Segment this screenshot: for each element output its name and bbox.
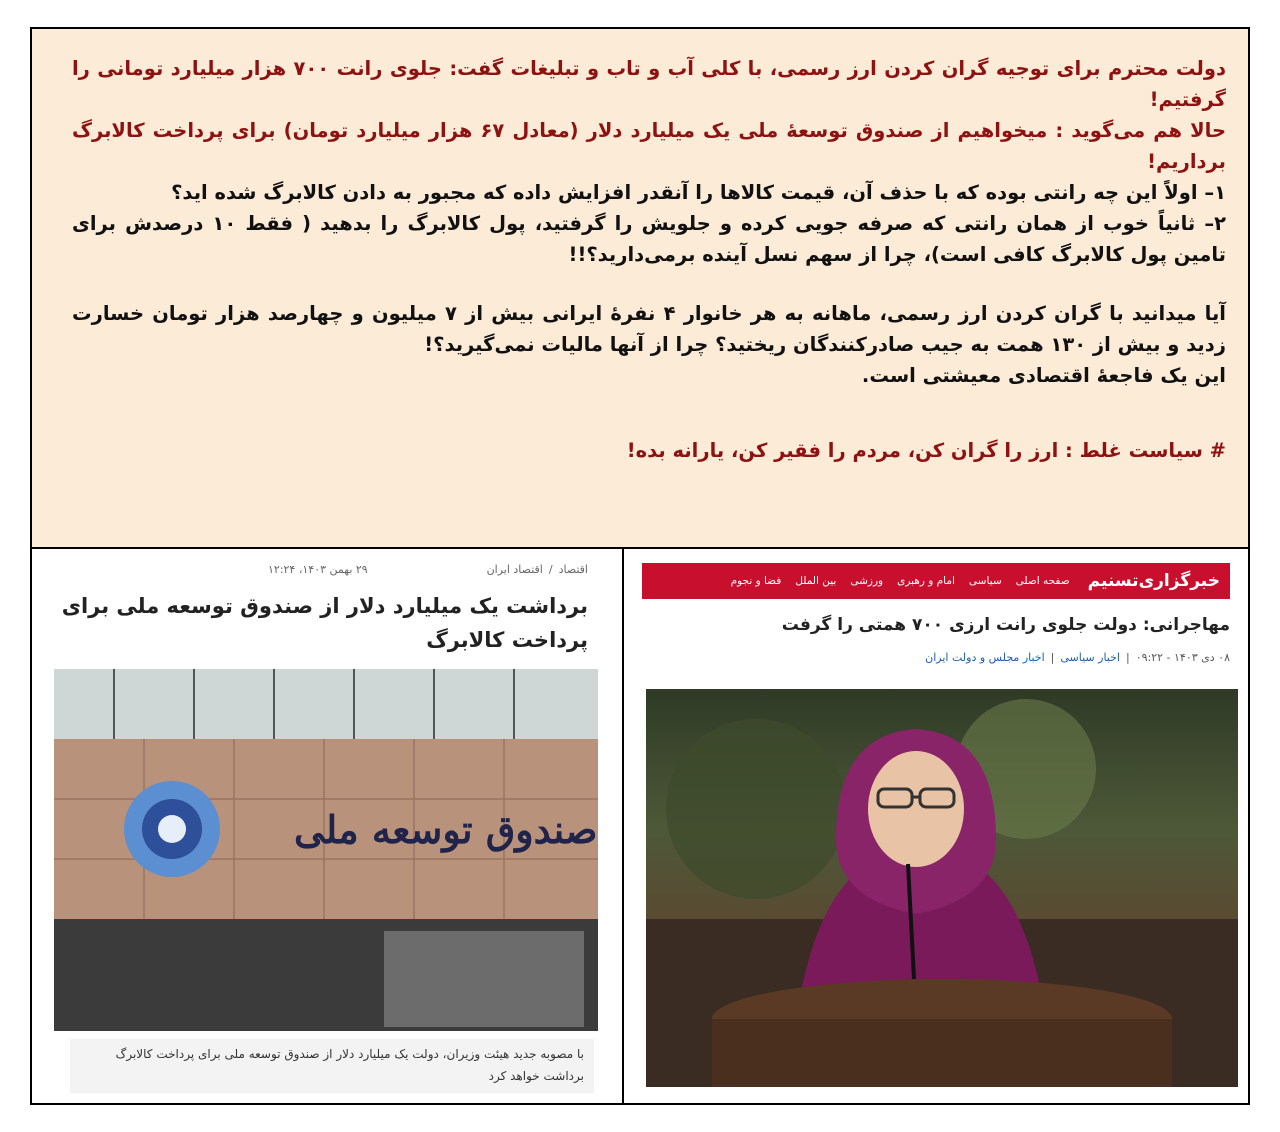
speaker-illustration bbox=[646, 689, 1238, 1087]
tasnim-nav bbox=[731, 575, 1070, 587]
tasnim-meta: ۰۸ دی ۱۴۰۳ - ۰۹:۲۲ | اخبار سیاسی | اخبار مجلس و دولت ایران bbox=[925, 651, 1230, 664]
tasnim-headline[interactable]: مهاجرانی: دولت جلوی رانت ارزی ۷۰۰ همتی را گرفت bbox=[781, 615, 1230, 635]
paragraph-2: حالا هم می‌گوید : میخواهیم از صندوق توسعۀ ملی یک میلیارد دلار (معادل ۶۷ هزار میلیارد تومان) برای پرداخت کالابرگ برداریم! bbox=[72, 119, 1227, 173]
nav-item-leadership[interactable]: امام و رهبری bbox=[897, 575, 955, 587]
paragraph-4: این یک فاجعۀ اقتصادی معیشتی است. bbox=[861, 364, 1226, 387]
tasnim-tag-politics[interactable]: اخبار سیاسی bbox=[1060, 651, 1120, 664]
nav-item-international[interactable]: بین الملل bbox=[795, 575, 837, 587]
paragraph-1: دولت محترم برای توجیه گران کردن ارز رسمی، با کلی آب و تاب و تبلیغات گفت: جلوی رانت ۷۰۰ هزار میلیارد تومانی را گرفتیم! bbox=[72, 57, 1226, 111]
question-1: ۱– اولاً این چه رانتی بوده که با حذف آن، قیمت کالاها را آنقدر افزایش داده که مجبور به دادن کالابرگ شده اید؟ bbox=[171, 181, 1226, 204]
tasnim-header bbox=[642, 563, 1230, 599]
tasnim-date: ۰۸ دی ۱۴۰۳ - ۰۹:۲۲ bbox=[1135, 651, 1230, 664]
eghtesad-screenshot bbox=[32, 549, 622, 1105]
fund-building-photo bbox=[54, 669, 598, 1031]
tasnim-screenshot bbox=[624, 549, 1248, 1105]
breadcrumb-iran-economy[interactable]: اقتصاد ایران bbox=[486, 563, 543, 576]
fund-sign-text: صندوق توسعه ملی bbox=[294, 807, 598, 852]
breadcrumb-separator: / bbox=[548, 563, 553, 576]
commentary-panel bbox=[32, 29, 1248, 549]
nav-item-politics[interactable]: سیاسی bbox=[968, 575, 1002, 587]
paragraph-3: آیا میدانید با گران کردن ارز رسمی، ماهانه به هر خانوار ۴ نفرۀ ایرانی بیش از ۷ میلیون و چهارصد هزار تومان خسارت زدید و بیش از ۱۳۰ همت به جیب صادرکنندگان ریختید؟ چرا از آنها مالیات نمی‌گیرید؟! bbox=[72, 302, 1226, 356]
eghtesad-date: ۲۹ بهمن ۱۴۰۳، ۱۲:۲۴ bbox=[268, 563, 368, 576]
question-2: ۲– ثانیاً خوب از همان رانتی که صرفه جویی کرده و جلویش را گرفتید، پول کالابرگ را بدهید ( فقط ۱۰ درصدش برای تامین پول کالابرگ کافی است)، چرا از سهم نسل آینده برمی‌دارید؟!! bbox=[72, 212, 1226, 266]
speaker-photo bbox=[646, 689, 1238, 1087]
tasnim-logo[interactable]: خبرگزاری‌تسنیم bbox=[1087, 571, 1220, 591]
nav-item-home[interactable]: صفحه اصلی bbox=[1015, 575, 1070, 587]
nav-item-sports[interactable]: ورزشی bbox=[850, 575, 884, 587]
eghtesad-headline[interactable]: برداشت یک میلیارد دلار از صندوق توسعه ملی برای پرداخت کالابرگ bbox=[61, 594, 588, 652]
nav-item-space[interactable]: فضا و نجوم bbox=[730, 575, 782, 587]
breadcrumb bbox=[487, 563, 588, 576]
image-frame bbox=[30, 27, 1250, 1105]
photo-caption: با مصوبه جدید هیئت وزیران، دولت یک میلیارد دلار از صندوق توسعه ملی برای پرداخت کالابرگ برداشت خواهد کرد bbox=[70, 1039, 594, 1093]
tasnim-tag-parliament[interactable]: اخبار مجلس و دولت ایران bbox=[925, 651, 1045, 664]
hashtag-line: # سیاست غلط : ارز را گران کن، مردم را فقیر کن، یارانه بده! bbox=[626, 439, 1226, 462]
breadcrumb-economy[interactable]: اقتصاد bbox=[558, 563, 588, 576]
